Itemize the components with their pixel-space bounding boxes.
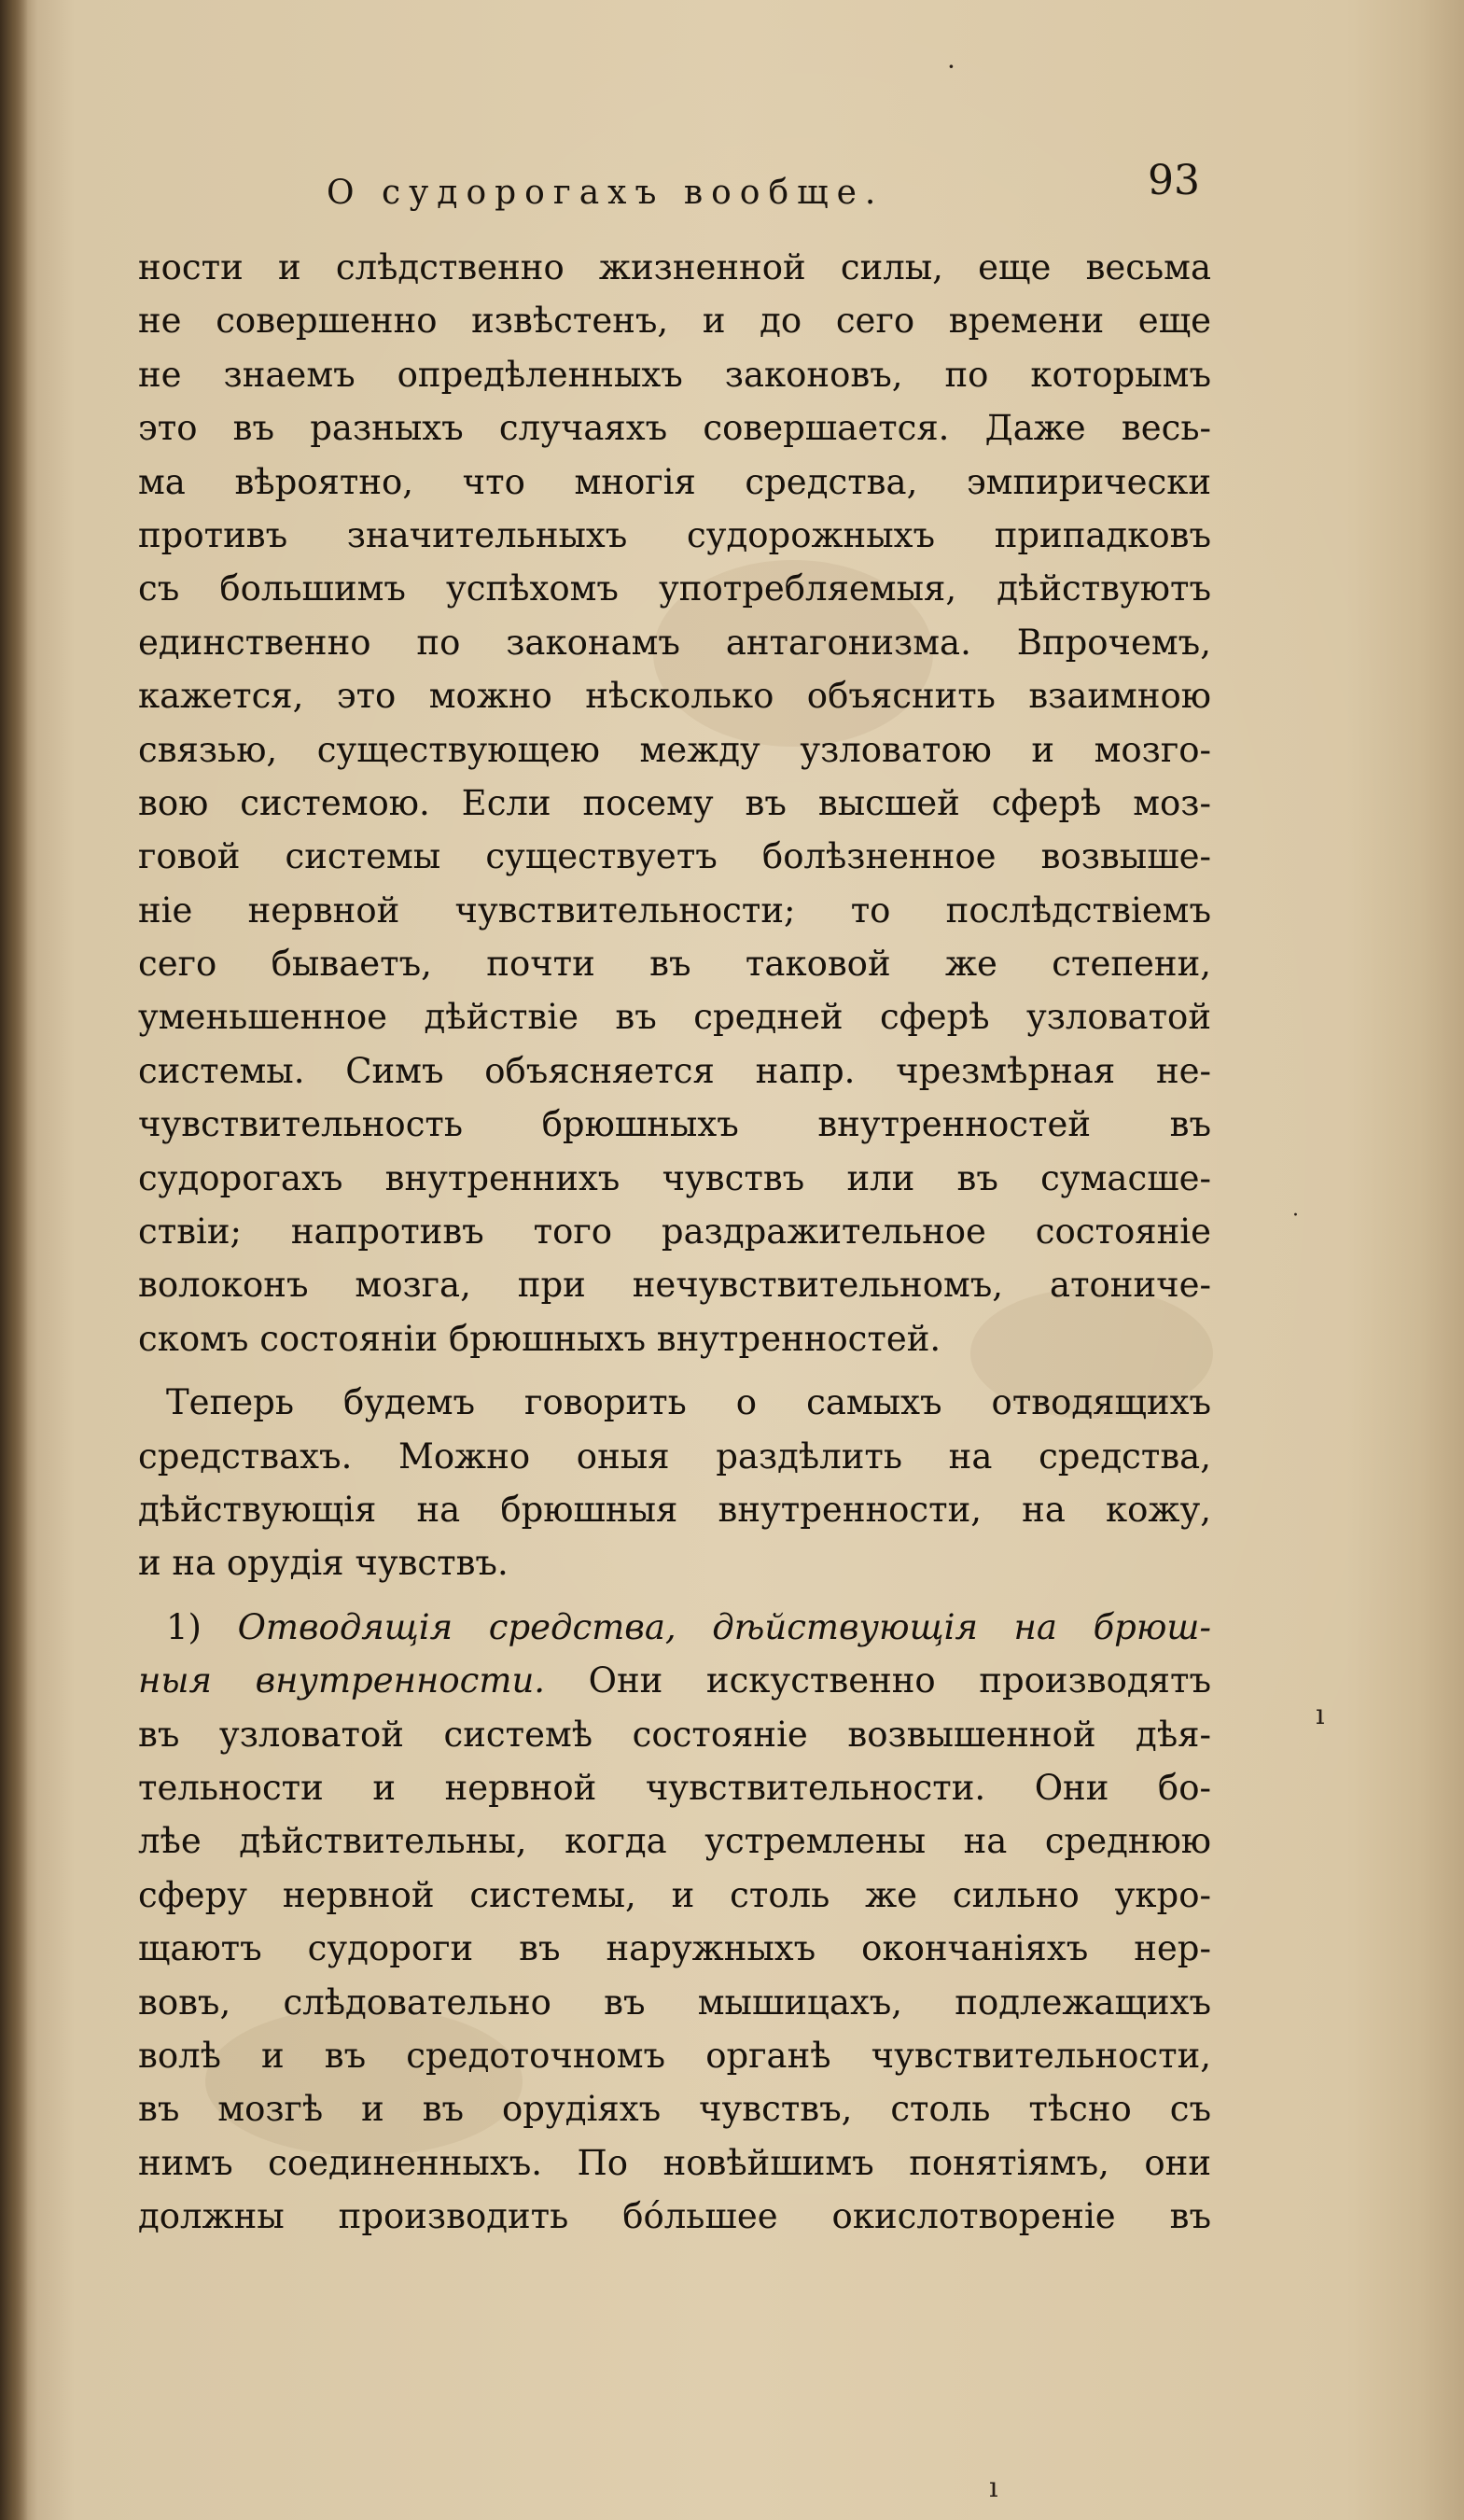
text-line: щаютъ судороги въ наружныхъ окончаніяхъ нер-	[138, 1928, 1211, 1969]
text-line: говой системы существуетъ болѣзненное возвыше-	[138, 836, 1211, 877]
text-line: это въ разныхъ случаяхъ совершается. Даже весь-	[138, 408, 1211, 449]
text-line: дѣйствующія на брюшныя внутренности, на кожу,	[138, 1489, 1211, 1530]
text-line: въ мозгѣ и въ орудіяхъ чувствъ, столь тѣсно съ	[138, 2089, 1211, 2130]
text-line: уменьшенное дѣйствіе въ средней сферѣ узловатой	[138, 997, 1211, 1038]
running-title: О судорогахъ вообще.	[327, 174, 885, 212]
text-line: кажется, это можно нѣсколько объяснить взаимною	[138, 676, 1211, 717]
text-line: системы. Симъ объясняется напр. чрезмѣрная не-	[138, 1050, 1211, 1091]
text-line: волоконъ мозга, при нечувствительномъ, атониче-	[138, 1265, 1211, 1306]
text-line: вовъ, слѣдовательно въ мышицахъ, подлежащихъ	[138, 1981, 1211, 2023]
text-line: Теперь будемъ говорить о самыхъ отводящихъ	[166, 1382, 1211, 1423]
text-line: должны производить бóльшее окислотвореніе въ	[138, 2196, 1211, 2237]
text-line: сего бываетъ, почти въ таковой же степени,	[138, 944, 1211, 985]
text-line: единственно по законамъ антагонизма. Впрочемъ,	[138, 622, 1211, 663]
text-line: волѣ и въ средоточномъ органѣ чувствительности,	[138, 2035, 1211, 2076]
text-line: связью, существующею между узловатою и мозго-	[138, 729, 1211, 770]
italic-heading: Отводящія средства, дѣйствующія на брюш-	[237, 1606, 1211, 1647]
text-line: ствіи; напротивъ того раздражительное состояніе	[138, 1211, 1211, 1253]
text-line: чувствительность брюшныхъ внутренностей въ	[138, 1104, 1211, 1145]
italic-heading: ныя внутренности.	[138, 1660, 546, 1701]
paragraph-2	[138, 1376, 1211, 1590]
text-line: противъ значительныхъ судорожныхъ припадковъ	[138, 514, 1211, 555]
body-text	[138, 241, 1211, 2243]
text-line: лѣе дѣйствительны, когда устремлены на среднюю	[138, 1821, 1211, 1862]
print-speck: ı	[1316, 1699, 1325, 1731]
print-speck: ·	[947, 51, 955, 82]
text-line: ма вѣроятно, что многія средства, эмпирически	[138, 461, 1211, 502]
paragraph-gap	[138, 1590, 1211, 1601]
text-line: скомъ состояніи брюшныхъ внутренностей.	[138, 1318, 941, 1359]
page-header	[140, 157, 1222, 222]
page-number: 93	[1148, 157, 1200, 204]
text-line: средствахъ. Можно оныя раздѣлить на средства,	[138, 1435, 1211, 1477]
text-line: и на орудія чувствъ.	[138, 1543, 509, 1584]
page-gutter-shadow	[0, 0, 28, 2520]
text-line: въ узловатой системѣ состояніе возвышенной дѣя-	[138, 1714, 1211, 1755]
text-line: судорогахъ внутреннихъ чувствъ или въ сумасше-	[138, 1157, 1211, 1198]
text-line: не совершенно извѣстенъ, и до сего времени еще	[138, 301, 1211, 342]
text-line	[138, 1654, 1211, 1707]
print-speck: ı	[989, 2471, 998, 2504]
text-line: съ большимъ успѣхомъ употребляемыя, дѣйствуютъ	[138, 568, 1211, 609]
text-line: сферу нервной системы, и столь же сильно укро-	[138, 1874, 1211, 1915]
text-line: ности и слѣдственно жизненной силы, еще весьма	[138, 247, 1211, 287]
paragraph-1	[138, 241, 1211, 1365]
paragraph-3	[138, 1601, 1211, 2244]
paragraph-gap	[138, 1365, 1211, 1376]
print-speck: ·	[1292, 1204, 1299, 1227]
text-line: тельности и нервной чувствительности. Они бо-	[138, 1767, 1211, 1808]
text-line: вою системою. Если посему въ высшей сферѣ моз-	[138, 782, 1211, 823]
text-line: не знаемъ опредѣленныхъ законовъ, по которымъ	[138, 354, 1211, 395]
text-line: ніе нервной чувствительности; то послѣдствіемъ	[138, 889, 1211, 931]
text-line: нимъ соединенныхъ. По новѣйшимъ понятіямъ, они	[138, 2142, 1211, 2183]
list-number: 1)	[166, 1606, 238, 1647]
text-span: Они искуственно производятъ	[545, 1660, 1211, 1701]
text-line	[138, 1601, 1211, 1654]
